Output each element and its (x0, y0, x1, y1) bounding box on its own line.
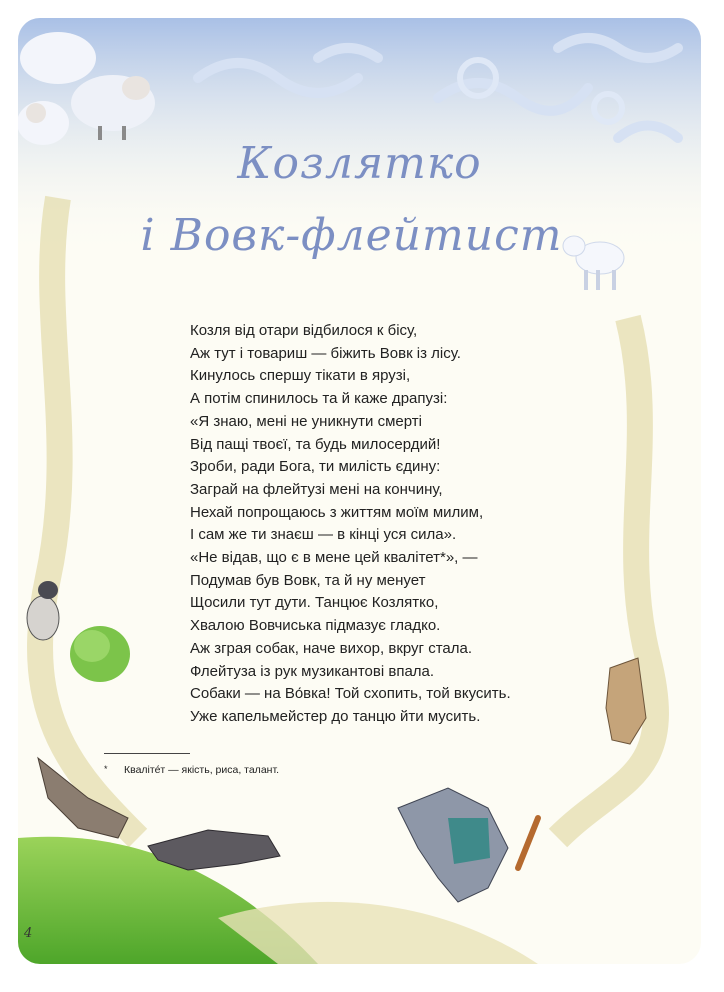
page-title-line1: Козлятко (237, 138, 482, 189)
footnote-divider (104, 753, 190, 754)
poem-line: Щосили тут дути. Танцює Козлятко, (190, 594, 439, 612)
poem-line: Від пащі твоєї, та будь милосердий! (190, 435, 441, 453)
dog-left-top (27, 581, 59, 640)
poem-line: А потім спинилось та й каже драпузі: (190, 390, 448, 408)
poem-line: І сам же ти знаєш — в кінці уся сила». (190, 526, 457, 544)
poem-line: Зроби, ради Бога, ти милість єдину: (190, 458, 441, 476)
page-title-line2: і Вовк-флейтист (140, 210, 563, 261)
book-page (18, 18, 701, 964)
poem-line: «Я знаю, мені не уникнути смерті (190, 412, 422, 430)
poem-line: Заграй на флейтузі мені на кончину, (190, 480, 443, 498)
footnote-mark: * (104, 764, 108, 774)
page-number: 4 (24, 926, 33, 941)
flute (518, 818, 538, 868)
poem-line: Подумав був Вовк, та й ну менует (190, 571, 426, 589)
dog-tan-right (606, 658, 646, 744)
poem-line: Хвалою Вовчиська підмазує гладко. (190, 617, 441, 635)
wolf-flutist (398, 788, 538, 902)
footnote (104, 764, 279, 776)
poem-line: Козля від отари відбилося к бісу, (190, 322, 418, 339)
poem-line-text: «Не відав, що є в мене цей кваліте (190, 549, 434, 567)
poem-line (190, 547, 610, 570)
poem-line: Нехай попрощаюсь з життям моїм милим, (190, 503, 484, 521)
poem (190, 320, 610, 729)
poem-line: Собаки — на Во́вка! Той схопить, той вкусить. (190, 685, 511, 703)
poem-line-footnote-tail: т*», — (433, 549, 478, 567)
left-path (40, 198, 138, 838)
poem-line: Кинулось спершу тікати в ярузі, (190, 367, 411, 385)
dirt-path (218, 902, 538, 964)
poem-line: Флейтуза із рук музикантові впала. (190, 662, 435, 680)
poem-line: Аж тут і товариш — біжить Вовк із лісу. (190, 344, 461, 362)
footnote-text: Кваліте́т — якість, риса, талант. (124, 764, 280, 776)
poem-line: Аж зграя собак, наче вихор, вкруг стала. (190, 639, 472, 657)
poem-line: Уже капельмейстер до танцю йти мусить. (190, 707, 481, 725)
